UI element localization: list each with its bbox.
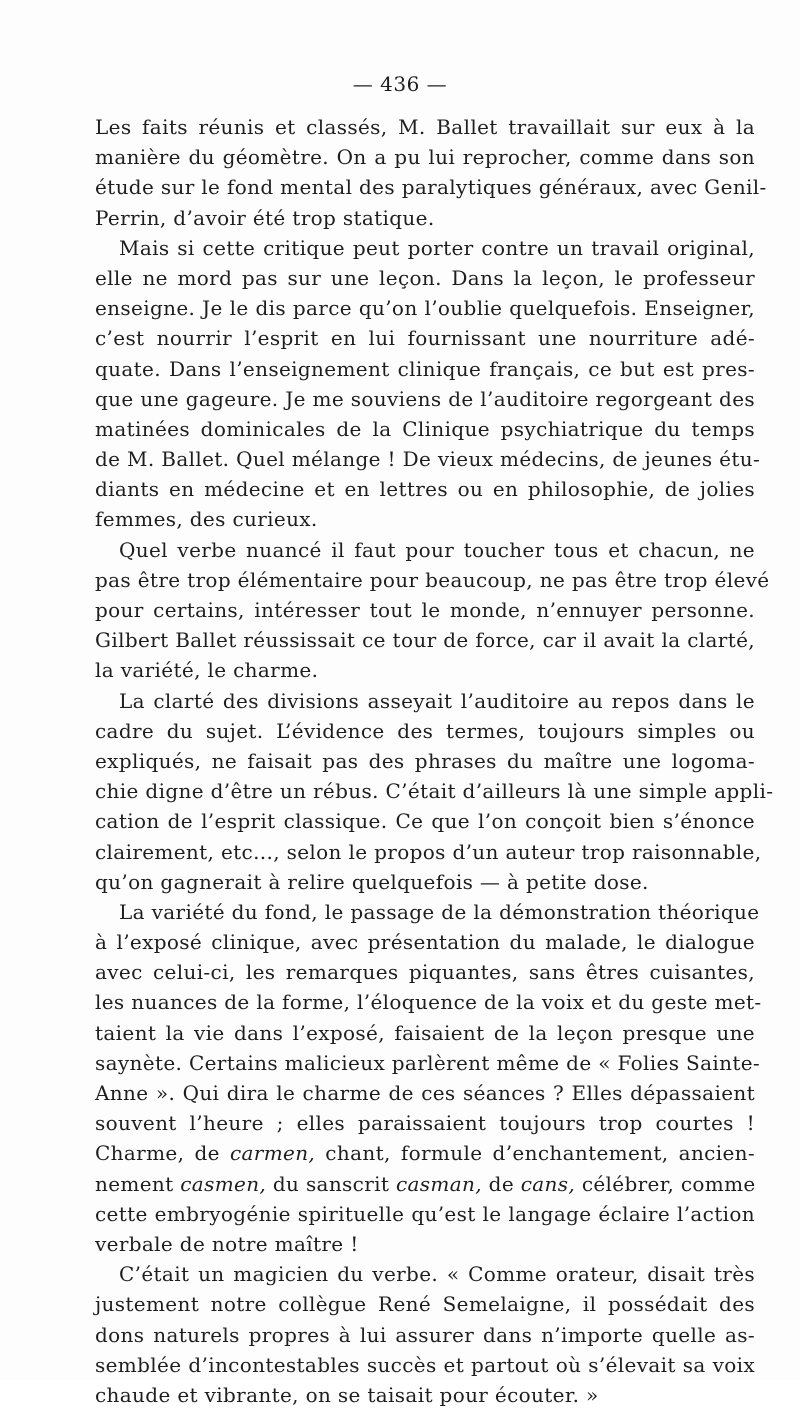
text-line: à l’exposé clinique, avec présentation du malade, le dialogue bbox=[95, 930, 755, 955]
text-line: femmes, des curieux. bbox=[95, 507, 318, 532]
text-line: Anne ». Qui dira le charme de ces séances ? Elles dépassaient bbox=[95, 1081, 755, 1105]
text-line bbox=[95, 1169, 755, 1199]
text-line: La variété du fond, le passage de la démonstration théorique bbox=[119, 899, 760, 924]
text-line: la variété, le charme. bbox=[95, 658, 319, 683]
text-line: clairement, etc..., selon le propos d’un auteur trop raisonnable, bbox=[95, 839, 762, 864]
text-line: cette embryogénie spirituelle qu’est le langage éclaire l’action bbox=[95, 1201, 755, 1226]
text-line: matinées dominicales de la Clinique psychiatrique du temps bbox=[95, 416, 755, 441]
text-line: justement notre collègue René Semelaigne, il possédait des bbox=[95, 1292, 755, 1317]
text-run: nement bbox=[95, 1171, 181, 1196]
body-text bbox=[95, 112, 774, 1410]
etymology-word: carmen, bbox=[229, 1141, 316, 1166]
text-line: Les faits réunis et classés, M. Ballet travaillait sur eux à la bbox=[95, 115, 755, 139]
text-line: C’était un magicien du verbe. « Comme orateur, disait très bbox=[119, 1262, 755, 1287]
etymology-word: casmen, bbox=[180, 1171, 267, 1196]
text-line: Quel verbe nuancé il faut pour toucher tous et chacun, ne bbox=[119, 537, 755, 562]
text-line: que une gageure. Je me souviens de l’auditoire regorgeant des bbox=[95, 386, 755, 411]
text-line: verbale de notre maître ! bbox=[95, 1231, 359, 1256]
text-line: chaude et vibrante, on se taisait pour écouter. » bbox=[95, 1382, 599, 1407]
text-line: de M. Ballet. Quel mélange ! De vieux médecins, de jeunes étu- bbox=[95, 447, 761, 472]
text-line: Perrin, d’avoir été trop statique. bbox=[95, 205, 435, 230]
text-line: diants en médecine et en lettres ou en philosophie, de jolies bbox=[95, 477, 755, 502]
text-line: chie digne d’être un rébus. C’était d’ailleurs là une simple appli- bbox=[95, 779, 774, 804]
text-line bbox=[95, 1138, 755, 1168]
text-line: La clarté des divisions asseyait l’auditoire au repos dans le bbox=[119, 688, 755, 713]
text-line: c’est nourrir l’esprit en lui fournissant une nourriture adé- bbox=[95, 326, 755, 351]
text-line: manière du géomètre. On a pu lui reprocher, comme dans son bbox=[95, 145, 755, 170]
text-line: les nuances de la forme, l’éloquence de la voix et du geste met- bbox=[95, 990, 762, 1015]
text-line: pour certains, intéresser tout le monde, n’ennuyer personne. bbox=[95, 598, 755, 622]
text-line: quate. Dans l’enseignement clinique français, ce but est pres- bbox=[95, 356, 755, 381]
text-line: taient la vie dans l’exposé, faisaient de la leçon presque une bbox=[95, 1020, 755, 1045]
text-line: étude sur le fond mental des paralytiques généraux, avec Genil- bbox=[95, 175, 767, 200]
text-run: chant, formule d’enchantement, ancien- bbox=[315, 1141, 755, 1166]
page-number: — 436 — bbox=[352, 72, 448, 96]
text-line: avec celui-ci, les remarques piquantes, sans êtres cuisantes, bbox=[95, 960, 755, 985]
text-line: pas être trop élémentaire pour beaucoup, ne pas être trop élevé bbox=[95, 567, 770, 592]
text-line: Mais si cette critique peut porter contre un travail original, bbox=[119, 235, 755, 260]
text-run: Charme, de bbox=[95, 1141, 230, 1166]
text-line: saynète. Certains malicieux parlèrent même de « Folies Sainte- bbox=[95, 1050, 761, 1075]
text-run: du sanscrit bbox=[266, 1171, 396, 1196]
text-line: enseigne. Je le dis parce qu’on l’oublie quelquefois. Enseigner, bbox=[95, 296, 755, 321]
etymology-word: casman, bbox=[395, 1171, 482, 1196]
etymology-word: cans, bbox=[520, 1171, 576, 1196]
text-line: semblée d’incontestables succès et partout où s’élevait sa voix bbox=[95, 1352, 755, 1377]
text-line: qu’on gagnerait à relire quelquefois — à petite dose. bbox=[95, 869, 649, 894]
text-line: dons naturels propres à lui assurer dans n’importe quelle as- bbox=[95, 1322, 755, 1347]
text-line: elle ne mord pas sur une leçon. Dans la leçon, le professeur bbox=[95, 265, 755, 290]
text-run: célébrer, comme bbox=[575, 1171, 756, 1196]
text-line: Gilbert Ballet réussissait ce tour de force, car il avait la clarté, bbox=[95, 628, 755, 653]
text-line: souvent l’heure ; elles paraissaient toujours trop courtes ! bbox=[95, 1111, 755, 1136]
text-run: de bbox=[481, 1171, 521, 1196]
text-line: cadre du sujet. L’évidence des termes, toujours simples ou bbox=[95, 718, 755, 743]
text-line: expliqués, ne faisait pas des phrases du maître une logoma- bbox=[95, 748, 755, 773]
text-line: cation de l’esprit classique. Ce que l’on conçoit bien s’énonce bbox=[95, 809, 755, 834]
